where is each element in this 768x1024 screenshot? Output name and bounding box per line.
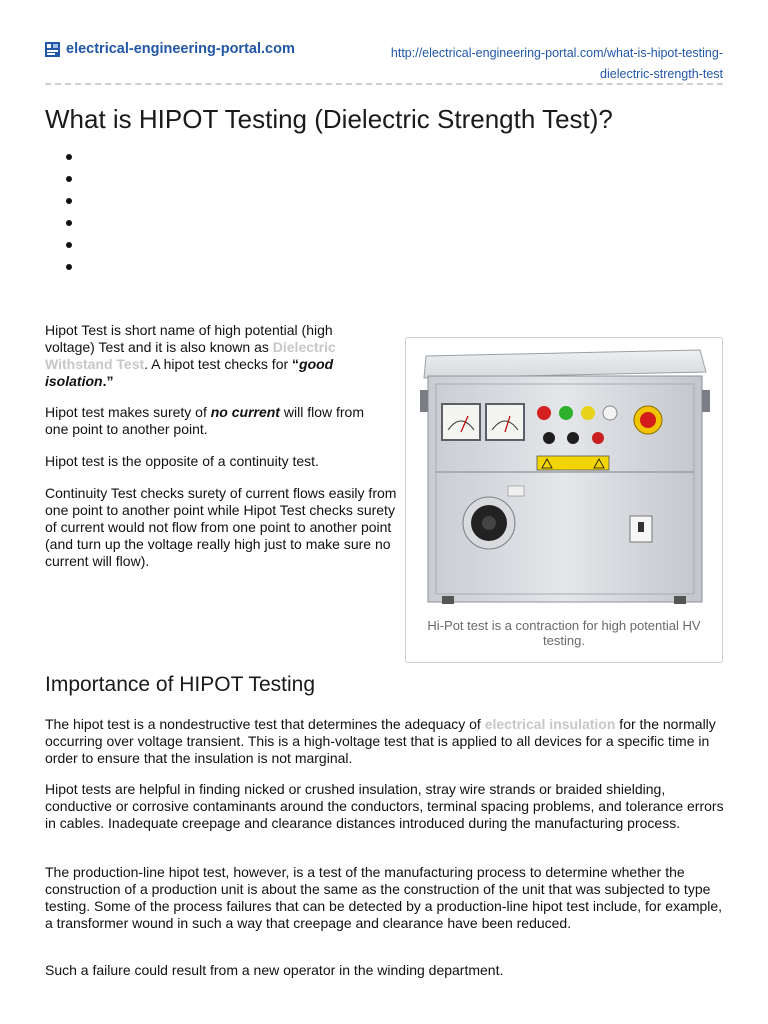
- portal-logo-icon: [45, 42, 60, 57]
- electrical-insulation-link[interactable]: electrical insulation: [484, 716, 616, 732]
- importance-paragraph-2: Hipot tests are helpful in finding nicked or crushed insulation, stray wire strands or braided shielding, conductive or corrosive contaminants around the conductors, terminal spacing problems, and tolerance errors in cables. Inadequate creepage and clearance distances introduced during the manufacturing process.: [45, 781, 724, 831]
- source-url-link[interactable]: [333, 43, 723, 85]
- importance-paragraph-3: The production-line hipot test, however, is a test of the manufacturing process to determine whether the construction of a production unit is about the same as the construction of the unit that was subjected to type testing. Some of the process failures that can be detected by a production-line hipot test include, for example, a transformer wound in such a way that creepage and clearance have been reduced.: [45, 864, 723, 931]
- hipot-tester-figure: [405, 337, 723, 663]
- intro-paragraph-1: Hipot Test is short name of high potential (high voltage) Test and it is also known as Dielectric Withstand Test. A hipot test checks for “good isolation.”: [45, 322, 336, 389]
- site-name-link[interactable]: electrical-engineering-portal.com: [66, 41, 295, 57]
- dielectric-withstand-test-link[interactable]: Dielectric Withstand Test: [45, 339, 336, 372]
- header-divider: [45, 83, 723, 85]
- bullet-item: [66, 154, 72, 160]
- bullet-item: [66, 176, 72, 182]
- source-url-line-2: dielectric-strength-test: [600, 67, 723, 81]
- intro-paragraph-3: Hipot test is the opposite of a continuity test.: [45, 453, 319, 469]
- intro-paragraph-4: Continuity Test checks surety of current flows easily from one point to another point while Hipot Test checks surety of current would not flow from one point to another point (and turn up the voltage really high just to make sure no current will flow).: [45, 485, 397, 569]
- bullet-item: [66, 264, 72, 270]
- hipot-tester-image: [416, 346, 712, 614]
- article-title: What is HIPOT Testing (Dielectric Strength Test)?: [45, 104, 613, 134]
- source-url-line-1: http://electrical-engineering-portal.com/what-is-hipot-testing-: [390, 46, 723, 60]
- bullet-item: [66, 242, 72, 248]
- importance-paragraph-4: Such a failure could result from a new operator in the winding department.: [45, 962, 504, 978]
- page-header: [45, 40, 723, 84]
- empty-bullet-list: [66, 148, 72, 286]
- intro-paragraph-2: Hipot test makes surety of no current will flow from one point to another point.: [45, 404, 364, 437]
- importance-paragraph-1: The hipot test is a nondestructive test that determines the adequacy of electrical insulation for the normally occurring over voltage transient. This is a high-voltage test that is applied to all devices for a specific time in order to ensure that the insulation is not marginal.: [45, 716, 716, 766]
- figure-caption: Hi-Pot test is a contraction for high potential HV testing.: [427, 618, 701, 648]
- bullet-item: [66, 220, 72, 226]
- bullet-item: [66, 198, 72, 204]
- section-heading-importance: Importance of HIPOT Testing: [45, 673, 316, 696]
